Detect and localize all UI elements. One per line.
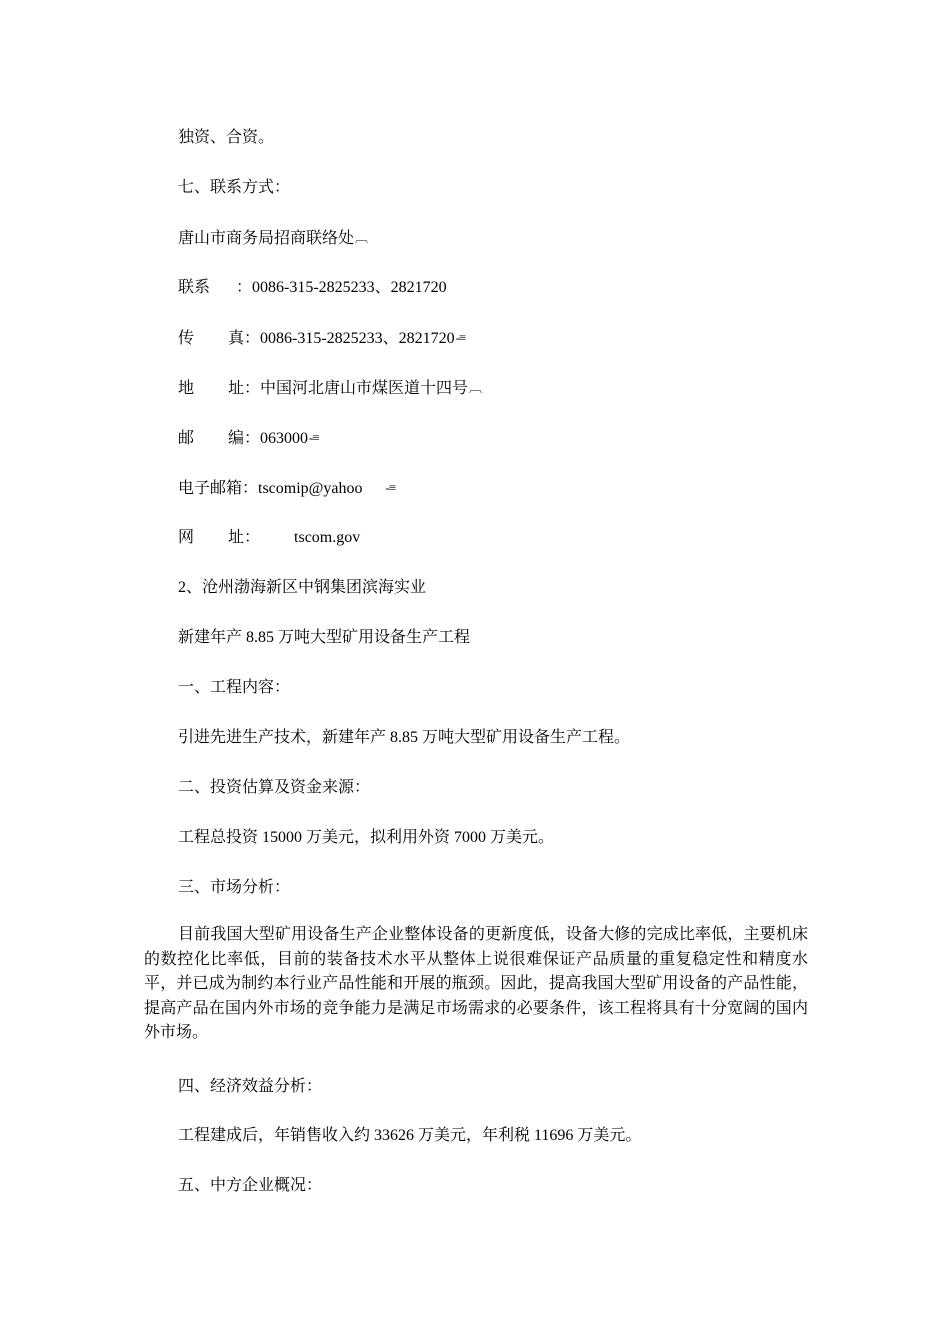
text-line xyxy=(178,726,630,750)
text: 五、中方企业概况： xyxy=(178,1177,323,1194)
value: 编：063000 xyxy=(228,430,309,447)
value: tscom.gov xyxy=(294,529,361,546)
label: 网 xyxy=(178,529,195,546)
section-heading xyxy=(178,1174,322,1198)
text-line xyxy=(178,1124,641,1148)
value: ：0086-315-2825233、2821720 xyxy=(236,279,447,296)
contact-fax xyxy=(178,326,465,351)
text: 唐山市商务局招商联络处 xyxy=(178,230,355,247)
section-heading xyxy=(178,1075,322,1099)
section-heading xyxy=(178,876,290,900)
contact-postcode xyxy=(178,426,319,451)
text: 独资、合资。 xyxy=(178,129,275,146)
equal-mark-icon: -≡ xyxy=(309,430,319,445)
text: 工程总投资 15000 万美元，拟利用外资 7000 万美元。 xyxy=(178,829,555,846)
text: 工程建成后，年销售收入约 33626 万美元，年利税 11696 万美元。 xyxy=(178,1127,642,1144)
section-heading xyxy=(178,776,370,800)
text: 新建年产 8.85 万吨大型矿用设备生产工程 xyxy=(178,629,471,646)
label: 传 xyxy=(178,330,195,347)
contact-address xyxy=(178,376,481,401)
corner-mark-icon: ︹ xyxy=(355,230,368,245)
text: 三、市场分析： xyxy=(178,879,291,896)
contact-phone xyxy=(178,276,447,300)
contact-website xyxy=(178,526,360,550)
project-title xyxy=(178,576,426,600)
text: 2、沧州渤海新区中钢集团滨海实业 xyxy=(178,579,427,596)
text-line xyxy=(178,126,274,150)
text: 七、联系方式： xyxy=(178,179,291,196)
text: 引进先进生产技术，新建年产 8.85 万吨大型矿用设备生产工程。 xyxy=(178,729,631,746)
value: 电子邮箱：tscomip@yahoo xyxy=(178,480,363,497)
market-analysis-paragraph: 目前我国大型矿用设备生产企业整体设备的更新度低，设备大修的完成比率低，主要机床的数控化比率低，目前的装备技术水平从整体上说很难保证产品质量的重复稳定性和精度水平，并已成为制约本行业产品性能和开展的瓶颈。因此，提高我国大型矿用设备的产品性能，提高产品在国内外市场的竞争能力是满足市场需求的必要条件，该工程将具有十分宽阔的国内外市场。 xyxy=(144,926,808,1041)
project-subtitle xyxy=(178,626,470,650)
label: 邮 xyxy=(178,430,195,447)
label: 联系 xyxy=(178,279,211,296)
contact-email xyxy=(178,476,395,501)
contact-org xyxy=(178,226,367,251)
equal-mark-icon: -≡ xyxy=(455,330,466,345)
label: 地 xyxy=(178,380,195,397)
section-heading xyxy=(178,676,290,700)
text: 二、投资估算及资金来源： xyxy=(178,779,371,796)
label: 址： xyxy=(228,529,261,546)
text-line xyxy=(178,826,554,850)
equal-mark-icon: -≡ xyxy=(385,480,396,495)
value: 真：0086-315-2825233、2821720 xyxy=(228,330,455,347)
value: 址：中国河北唐山市煤医道十四号 xyxy=(228,380,469,397)
corner-mark-icon: ︹ xyxy=(469,380,482,395)
text: 四、经济效益分析： xyxy=(178,1078,323,1095)
text: 一、工程内容： xyxy=(178,679,291,696)
section-heading xyxy=(178,176,290,200)
